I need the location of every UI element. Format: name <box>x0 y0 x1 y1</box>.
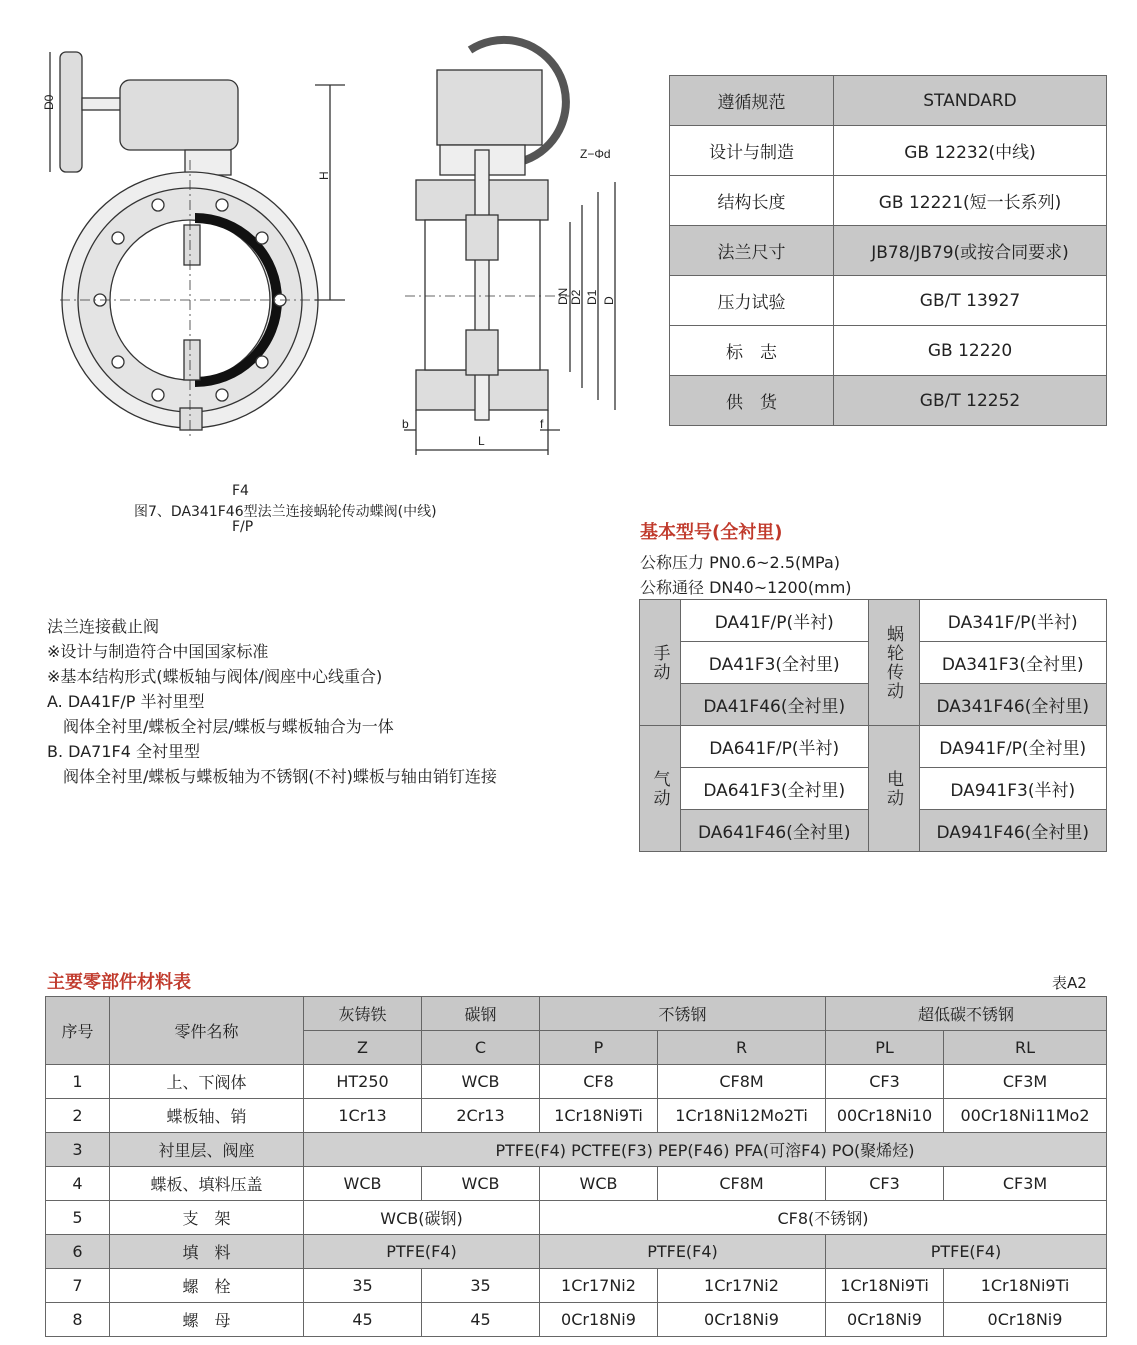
table-row <box>46 1133 1107 1167</box>
model-cell: DA941F3(半衬) <box>919 768 1107 810</box>
std-value: GB 12232(中线) <box>834 126 1107 176</box>
cell: 1Cr13 <box>304 1099 422 1133</box>
handwheel-rim <box>60 52 82 172</box>
std-key: 结构长度 <box>670 176 834 226</box>
caption-main: 图7、DA341F46型法兰连接蜗轮传动蝶阀(中线) <box>134 504 437 520</box>
row-name: 螺 母 <box>110 1303 304 1337</box>
cell: CF8M <box>658 1065 826 1099</box>
description-line: ※基本结构形式(蝶板轴与阀体/阀座中心线重合) <box>47 667 383 686</box>
cell: CF3M <box>944 1167 1107 1201</box>
model-cell: DA41F3(全衬里) <box>681 642 869 684</box>
cell: 45 <box>422 1303 540 1337</box>
col-no: 序号 <box>46 997 110 1065</box>
row-no: 8 <box>46 1303 110 1337</box>
row-name: 蝶板轴、销 <box>110 1099 304 1133</box>
cell: CF8 <box>540 1065 658 1099</box>
col-name: 零件名称 <box>110 997 304 1065</box>
cell: WCB <box>422 1167 540 1201</box>
valve-drawing <box>0 0 640 470</box>
cell: 1Cr18Ni9Ti <box>540 1099 658 1133</box>
model-cell: DA641F3(全衬里) <box>681 768 869 810</box>
cell: CF8(不锈钢) <box>540 1201 1107 1235</box>
code-header: C <box>422 1031 540 1065</box>
label-h: H <box>317 171 331 180</box>
std-value: GB 12221(短一长系列) <box>834 176 1107 226</box>
table-row <box>46 1065 1107 1099</box>
cell: HT250 <box>304 1065 422 1099</box>
label-zd: Z−Φd <box>580 147 611 161</box>
row-no: 2 <box>46 1099 110 1133</box>
description <box>47 614 497 789</box>
std-value: JB78/JB79(或按合同要求) <box>834 226 1107 276</box>
std-value: GB/T 12252 <box>834 376 1107 426</box>
group-label: 手动 <box>640 600 681 726</box>
std-key: 压力试验 <box>670 276 834 326</box>
row-no: 6 <box>46 1235 110 1269</box>
cell: 35 <box>422 1269 540 1303</box>
table-row <box>46 1235 1107 1269</box>
code-header: P <box>540 1031 658 1065</box>
model-cell: DA641F/P(半衬) <box>681 726 869 768</box>
standards-table <box>669 75 1107 426</box>
row-no: 7 <box>46 1269 110 1303</box>
model-cell: DA41F46(全衬里) <box>681 684 869 726</box>
row-no: 1 <box>46 1065 110 1099</box>
label-d: D <box>602 296 616 305</box>
cell: PTFE(F4) <box>304 1235 540 1269</box>
cell: CF3M <box>944 1065 1107 1099</box>
description-line: B. DA71F4 全衬里型 <box>47 742 200 761</box>
std-key: 供 货 <box>670 376 834 426</box>
cell: CF3 <box>826 1167 944 1201</box>
label-dn: DN <box>556 287 570 305</box>
code-header: RL <box>944 1031 1107 1065</box>
cell: 00Cr18Ni11Mo2 <box>944 1099 1107 1133</box>
valve-stem <box>475 150 489 420</box>
cell: WCB(碳钢) <box>304 1201 540 1235</box>
row-no: 4 <box>46 1167 110 1201</box>
model-cell: DA641F46(全衬里) <box>681 810 869 852</box>
group-header: 碳钢 <box>422 997 540 1031</box>
std-header-left: 遵循规范 <box>670 76 834 126</box>
model-cell: DA941F46(全衬里) <box>919 810 1107 852</box>
group-label: 蜗轮传动 <box>868 600 919 726</box>
row-name: 填 料 <box>110 1235 304 1269</box>
cell: 0Cr18Ni9 <box>826 1303 944 1337</box>
std-key: 设计与制造 <box>670 126 834 176</box>
materials-title: 主要零部件材料表 <box>47 972 191 993</box>
group-label: 气动 <box>640 726 681 852</box>
std-key: 法兰尺寸 <box>670 226 834 276</box>
table-row <box>46 1099 1107 1133</box>
models-pressure: 公称压力 PN0.6~2.5(MPa) <box>640 553 841 572</box>
row-name: 支 架 <box>110 1201 304 1235</box>
model-cell: DA941F/P(全衬里) <box>919 726 1107 768</box>
label-d0: D0 <box>42 94 56 110</box>
materials-table <box>45 996 1107 1337</box>
cell: WCB <box>304 1167 422 1201</box>
cell: 1Cr18Ni9Ti <box>944 1269 1107 1303</box>
description-line: A. DA41F/P 半衬里型 <box>47 692 205 711</box>
row-name: 蝶板、填料压盖 <box>110 1167 304 1201</box>
cell: WCB <box>422 1065 540 1099</box>
std-value: GB/T 13927 <box>834 276 1107 326</box>
cell: WCB <box>540 1167 658 1201</box>
model-cell: DA341F3(全衬里) <box>919 642 1107 684</box>
materials-table-no: 表A2 <box>1052 974 1087 992</box>
group-header: 不锈钢 <box>540 997 826 1031</box>
cell: 1Cr17Ni2 <box>658 1269 826 1303</box>
row-name: 衬里层、阀座 <box>110 1133 304 1167</box>
cell: 45 <box>304 1303 422 1337</box>
std-key: 标 志 <box>670 326 834 376</box>
description-line: ※设计与制造符合中国国家标准 <box>47 642 269 661</box>
std-header-right: STANDARD <box>834 76 1107 126</box>
label-d2: D2 <box>569 289 583 305</box>
caption-top: F4 <box>232 483 249 499</box>
table-row <box>46 1269 1107 1303</box>
row-name: 上、下阀体 <box>110 1065 304 1099</box>
model-cell: DA341F/P(半衬) <box>919 600 1107 642</box>
description-line: 阀体全衬里/蝶板全衬层/蝶板与蝶板轴合为一体 <box>47 717 394 736</box>
group-label: 电动 <box>868 726 919 852</box>
table-row <box>46 1303 1107 1337</box>
description-line: 阀体全衬里/蝶板与蝶板轴为不锈钢(不衬)蝶板与轴由销钉连接 <box>47 767 497 786</box>
label-d1: D1 <box>585 289 599 305</box>
model-cell: DA341F46(全衬里) <box>919 684 1107 726</box>
code-header: R <box>658 1031 826 1065</box>
table-row <box>46 1167 1107 1201</box>
row-no: 3 <box>46 1133 110 1167</box>
cell: 1Cr18Ni9Ti <box>826 1269 944 1303</box>
models-title: 基本型号(全衬里) <box>640 522 783 543</box>
label-l: L <box>478 434 485 448</box>
cell: PTFE(F4) <box>540 1235 826 1269</box>
cell: 0Cr18Ni9 <box>658 1303 826 1337</box>
description-line: 法兰连接截止阀 <box>47 617 160 636</box>
cell: 1Cr18Ni12Mo2Ti <box>658 1099 826 1133</box>
code-header: Z <box>304 1031 422 1065</box>
cell: 00Cr18Ni10 <box>826 1099 944 1133</box>
cell: PTFE(F4) PCTFE(F3) PEP(F46) PFA(可溶F4) PO(聚烯烃) <box>304 1133 1107 1167</box>
code-header: PL <box>826 1031 944 1065</box>
model-cell: DA41F/P(半衬) <box>681 600 869 642</box>
cell: CF3 <box>826 1065 944 1099</box>
row-no: 5 <box>46 1201 110 1235</box>
caption-bottom: F/P <box>232 519 254 535</box>
gear-housing <box>437 70 542 145</box>
group-header: 超低碳不锈钢 <box>826 997 1107 1031</box>
label-f: f <box>540 417 544 431</box>
group-header: 灰铸铁 <box>304 997 422 1031</box>
row-name: 螺 栓 <box>110 1269 304 1303</box>
cell: 0Cr18Ni9 <box>540 1303 658 1337</box>
table-row <box>46 1201 1107 1235</box>
cell: 2Cr13 <box>422 1099 540 1133</box>
cell: PTFE(F4) <box>826 1235 1107 1269</box>
cell: 1Cr17Ni2 <box>540 1269 658 1303</box>
cell: 0Cr18Ni9 <box>944 1303 1107 1337</box>
models-table <box>639 599 1107 852</box>
gearbox <box>120 80 238 150</box>
cell: CF8M <box>658 1167 826 1201</box>
label-b: b <box>402 417 409 431</box>
models-diameter: 公称通径 DN40~1200(mm) <box>640 578 852 597</box>
cell: 35 <box>304 1269 422 1303</box>
std-value: GB 12220 <box>834 326 1107 376</box>
